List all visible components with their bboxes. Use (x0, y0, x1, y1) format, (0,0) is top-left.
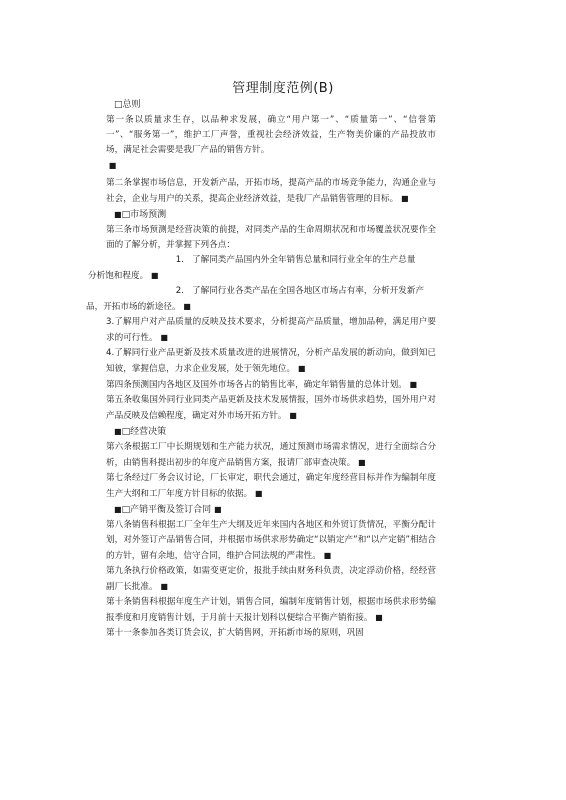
section-heading-business-decision: ■□经营决策 (114, 427, 167, 437)
item-4: 4.了解同行业产品更新及技术质量改进的进展情况，分析产品发展的新动向，做到知已知彼，掌握信息，力求企业发展，处于领先地位。 ■ (106, 348, 436, 374)
article-9: 第九条执行价格政策，如需变更定价，报批手续由财务科负责，决定浮动价格，经经营副厂长批准。 ■ (106, 566, 436, 592)
section-heading-balance: ■□产销平衡及签订合同 ■ (114, 505, 222, 515)
article-5: 第五条收集国外同行业同类产品更新及技术发展情报，国外市场供求趋势，国外用户对产品反映及信赖程度，确定对外市场开拓方针。 ■ (106, 395, 436, 421)
article-7: 第七条经过厂务会议讨论，厂长审定，职代会通过，确定年度经营目标并作为编制年度生产大纲和工厂年度方针目标的依据。 ■ (106, 473, 436, 499)
black-square-icon: ■ (357, 458, 366, 467)
black-square-icon: ■ (323, 551, 332, 560)
article-8: 第八条销售科根据工厂全年生产大纲及近年来国内各地区和外贸订货情况，平衡分配计划，对外签订产品销售合同，并根据市场供求形势确定“以销定产”和“以产定销”相结合的方针，留有余地，信守合同，维护合同法规的严肃性。 ■ (106, 520, 436, 561)
black-square-icon: ■ (114, 210, 122, 219)
article-2: 第二条掌握市场信息，开发新产品，开拓市场，提高产品的市场竞争能力，沟通企业与社会，企业与用户的关系，提高企业经济效益，是我厂产品销售管理的目标。 ■ (106, 178, 436, 204)
item-2-cont: 品，开拓市场的新途径。 ■ (86, 302, 191, 312)
checkbox-square-icon: □ (114, 100, 123, 110)
item-1: 1. 了解同类产品国内外全年销售总量和同行业全年的生产总量 (175, 255, 416, 265)
black-square-icon: ■ (213, 505, 222, 514)
black-square-icon: ■ (409, 380, 418, 389)
section-heading-market-forecast: ■□市场预测 (114, 210, 167, 220)
black-square-icon: ■ (160, 333, 168, 342)
item-1-cont: 分析饱和程度。 ■ (88, 271, 159, 281)
black-square-icon: ■ (183, 302, 191, 311)
black-square-icon: ■ (160, 582, 168, 591)
document-body (86, 98, 436, 641)
checkbox-square-icon: □ (121, 427, 131, 437)
black-square-icon: ■ (114, 427, 122, 436)
black-square-icon: ■ (289, 411, 297, 420)
black-square-icon: ■ (297, 364, 306, 373)
article-11: 第十一条参加各类订货会议，扩大销售网，开拓新市场的原则，巩固 (106, 628, 364, 638)
article-1-marker (106, 158, 436, 174)
black-square-icon: ■ (150, 271, 159, 280)
black-square-icon: ■ (254, 489, 263, 498)
checkbox-square-icon: □ (121, 505, 131, 515)
black-square-icon: ■ (375, 613, 383, 622)
section-heading-general: □总则 (114, 100, 141, 110)
article-6: 第六条根据工厂中长期规划和生产能力状况，通过预测市场需求情况，进行全面综合分析，由销售科提出初步的年度产品销售方案，报请厂部审查决策。 ■ (106, 442, 436, 468)
article-1: 第一条以质量求生存，以品种求发展，确立“用户第一”、“质量第一”、“信誉第一”、“服务第一”，维护工厂声誉，重视社会经济效益，生产物美价廉的产品投放市场，满足社会需要是我厂产品的销售方针。 (106, 115, 436, 155)
article-3: 第三条市场预测是经营决策的前提，对同类产品的生命周期状况和市场覆盖状况要作全面的了解分析，并掌握下列各点： (106, 225, 436, 250)
article-4: 第四条预测国内各地区及国外市场各占的销售比率，确定年销售量的总体计划。 ■ (106, 380, 418, 390)
checkbox-square-icon: □ (121, 210, 131, 220)
black-square-icon: ■ (114, 505, 122, 514)
document-title: 管理制度范例(B) (232, 81, 334, 96)
item-3: 3.了解用户对产品质量的反映及技术要求，分析提高产品质量，增加品种，满足用户要求的可行性。 ■ (106, 317, 436, 343)
black-square-icon: ■ (108, 161, 117, 170)
black-square-icon: ■ (400, 194, 409, 203)
article-10: 第十条销售科根据年度生产计划，销售合同，编制年度销售计划，根据市场供求形势编报季度和月度销售计划，于月前十天报计划科以便综合平衡产销衔接。 ■ (106, 597, 436, 623)
item-2: 2. 了解同行业各类产品在全国各地区市场占有率，分析开发新产 (175, 286, 425, 296)
